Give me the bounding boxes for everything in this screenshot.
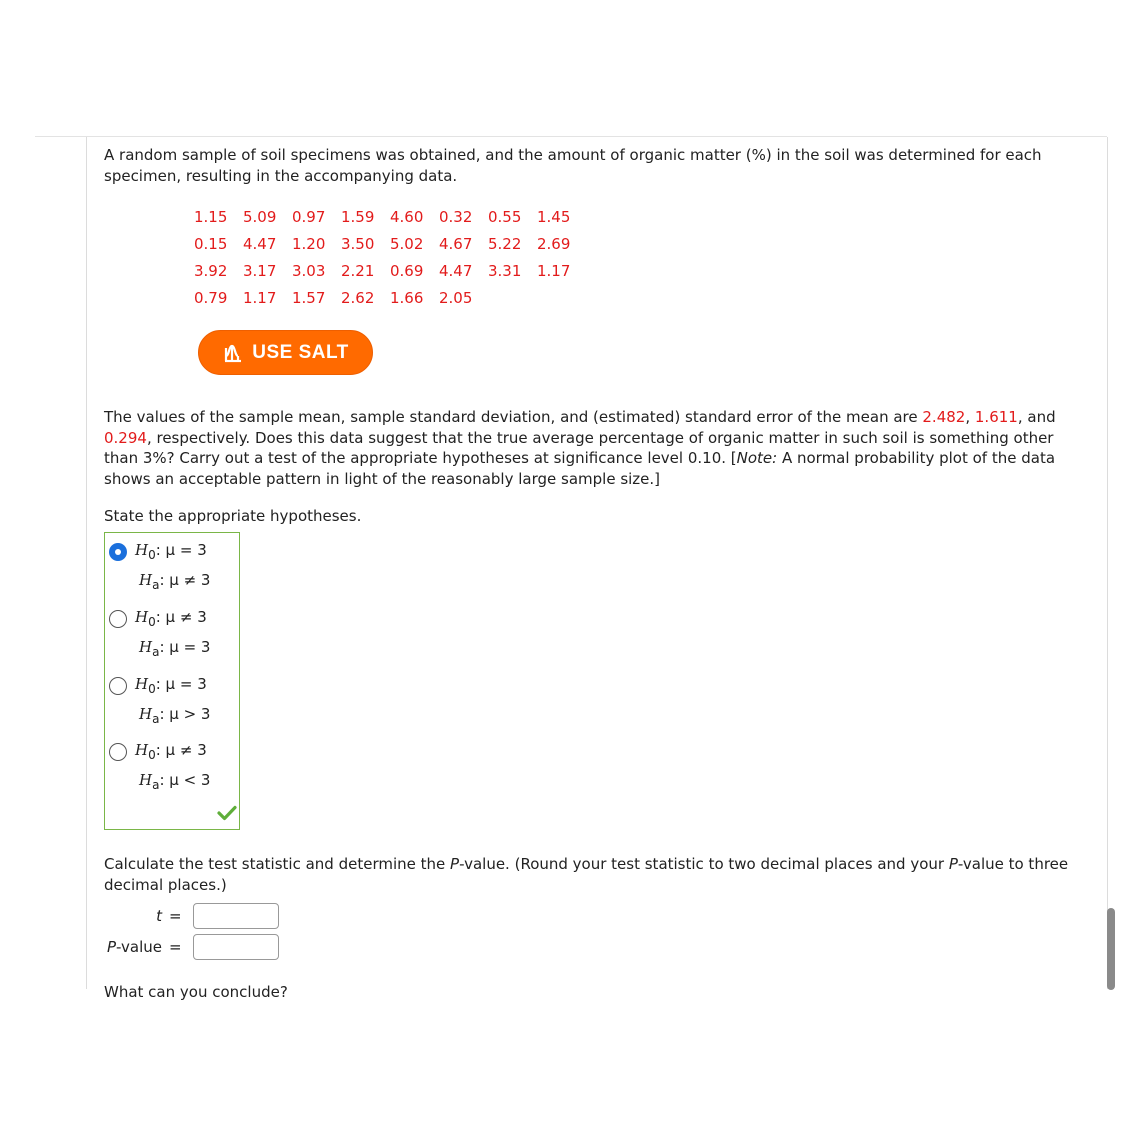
question-sep2: , and — [1017, 408, 1056, 426]
option-1[interactable] — [109, 537, 237, 592]
data-cell: 4.67 — [439, 234, 473, 253]
use-salt-label: USE SALT — [252, 341, 349, 363]
salt-chart-icon — [222, 342, 244, 364]
question-sep1: , — [965, 408, 975, 426]
data-cell: 5.22 — [488, 234, 522, 253]
standard-error-value: 0.294 — [104, 428, 147, 447]
calc-text-p2: P — [948, 855, 958, 873]
alternative-hypothesis: $H_a$: μ > 3 — [139, 705, 211, 726]
data-cell: 1.59 — [341, 207, 375, 226]
checkmark-icon — [217, 805, 237, 821]
sample-sd-value: 1.611 — [974, 408, 1018, 426]
data-row — [194, 257, 586, 284]
data-cell: 1.17 — [243, 288, 277, 307]
null-hypothesis: $H_0$: μ ≠ 3 — [135, 741, 207, 762]
radio-button-selected[interactable] — [109, 543, 127, 561]
p-value-equals: = — [169, 938, 182, 956]
data-cell: 2.62 — [341, 288, 375, 307]
data-cell: 3.92 — [194, 261, 228, 280]
hypotheses-prompt: State the appropriate hypotheses. — [104, 507, 362, 525]
radio-button[interactable] — [109, 743, 127, 761]
data-cell: 1.57 — [292, 288, 326, 307]
data-cell: 3.17 — [243, 261, 277, 280]
data-cell: 5.09 — [243, 207, 277, 226]
use-salt-button[interactable] — [198, 330, 373, 375]
p-value-row — [104, 934, 279, 960]
data-row — [194, 284, 586, 311]
data-cell: 4.47 — [439, 261, 473, 280]
note-label: Note: — [736, 449, 778, 467]
calc-text-c: -value to three decimal places.) — [104, 855, 1069, 894]
data-cell: 5.02 — [390, 234, 424, 253]
t-statistic-row — [104, 903, 279, 929]
data-cell: 0.97 — [292, 207, 326, 226]
option-3[interactable] — [109, 671, 237, 726]
data-cell: 0.32 — [439, 207, 473, 226]
data-cell: 4.60 — [390, 207, 424, 226]
alternative-hypothesis: $H_a$: μ ≠ 3 — [139, 571, 211, 592]
data-cell: 3.31 — [488, 261, 522, 280]
calc-text-p1: P — [450, 855, 460, 873]
alternative-hypothesis: $H_a$: μ = 3 — [139, 638, 211, 659]
p-value-label: P-value — [106, 938, 162, 956]
data-cell: 0.15 — [194, 234, 228, 253]
alternative-hypothesis: $H_a$: μ < 3 — [139, 771, 211, 792]
data-cell: 1.66 — [390, 288, 424, 307]
data-row — [194, 203, 586, 230]
data-cell: 1.20 — [292, 234, 326, 253]
option-4[interactable] — [109, 737, 237, 792]
radio-button[interactable] — [109, 677, 127, 695]
question-text-part2: , respectively. Does this data suggest that the true average percentage of organic matter in such soil is something other than 3%? Carry out a test of the appropriate hypotheses at significance level 0.10. [ — [104, 428, 1054, 467]
intro-text: A random sample of soil specimens was obtained, and the amount of organic matter (%) in the soil was determined for each specimen, resulting in the accompanying data. — [104, 146, 1042, 185]
t-statistic-input[interactable] — [193, 903, 279, 929]
t-label: t — [156, 907, 162, 925]
calc-text-b: -value. (Round your test statistic to two decimal places and your — [459, 855, 949, 873]
data-cell: 0.69 — [390, 261, 424, 280]
data-cell: 0.55 — [488, 207, 522, 226]
scrollbar-thumb[interactable] — [1107, 908, 1115, 990]
hypotheses-options — [104, 532, 240, 830]
data-cell: 1.17 — [537, 261, 571, 280]
conclusion-prompt: What can you conclude? — [104, 983, 288, 1001]
question-text-part3: A normal probability plot of the data shows an acceptable pattern in light of the reasonably large sample size.] — [104, 449, 1056, 488]
null-hypothesis: $H_0$: μ = 3 — [135, 675, 207, 696]
question-panel — [86, 137, 1108, 1001]
data-cell: 3.03 — [292, 261, 326, 280]
data-cell: 1.15 — [194, 207, 228, 226]
calculate-prompt — [104, 854, 1079, 895]
null-hypothesis: $H_0$: μ = 3 — [135, 541, 207, 562]
p-value-input[interactable] — [193, 934, 279, 960]
question-text-part1: The values of the sample mean, sample standard deviation, and (estimated) standard error of the mean are — [104, 408, 923, 426]
data-cell: 0.79 — [194, 288, 228, 307]
radio-button[interactable] — [109, 610, 127, 628]
data-cell: 2.21 — [341, 261, 375, 280]
data-cell: 2.05 — [439, 288, 473, 307]
data-row — [194, 230, 586, 257]
sample-mean-value: 2.482 — [922, 408, 966, 426]
null-hypothesis: $H_0$: μ ≠ 3 — [135, 608, 207, 629]
question-text — [104, 407, 1069, 489]
t-equals: = — [169, 907, 182, 925]
data-cell: 3.50 — [341, 234, 375, 253]
calc-text-a: Calculate the test statistic and determine the — [104, 855, 451, 873]
option-2[interactable] — [109, 604, 237, 659]
data-cell: 4.47 — [243, 234, 277, 253]
data-cell: 1.45 — [537, 207, 571, 226]
data-cell: 2.69 — [537, 234, 571, 253]
data-table — [194, 203, 586, 311]
